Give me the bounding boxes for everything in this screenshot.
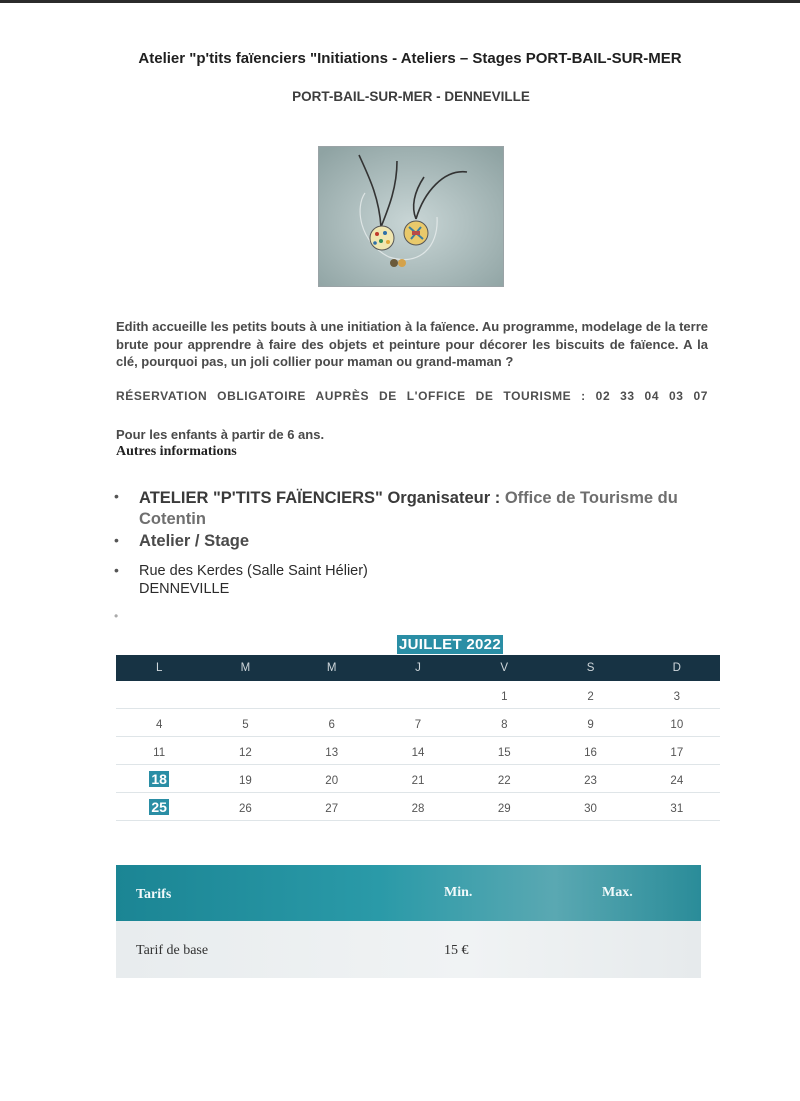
address-line-2: DENNEVILLE [139, 581, 230, 597]
calendar-day[interactable]: 14 [411, 747, 425, 759]
calendar-day[interactable] [116, 765, 202, 792]
calendar-day-highlight[interactable]: 18 [151, 771, 167, 787]
calendar-day[interactable]: 15 [497, 747, 511, 759]
calendar-day[interactable]: 27 [325, 803, 339, 815]
calendar-day[interactable]: 17 [670, 747, 684, 759]
activity-type: Atelier / Stage [139, 532, 250, 550]
calendar-day[interactable]: 12 [239, 747, 252, 759]
calendar-day[interactable]: 20 [325, 775, 339, 787]
price-header-max: Max. [602, 885, 633, 900]
weekday-label: J [415, 662, 421, 674]
calendar-day-highlight[interactable]: 25 [151, 799, 167, 815]
calendar-day[interactable]: 8 [501, 719, 508, 731]
calendar-empty-cell [202, 681, 288, 708]
calendar-day[interactable]: 22 [497, 775, 511, 787]
calendar-day[interactable] [116, 793, 202, 820]
price-table-header [116, 865, 701, 921]
bullet-dot: • [114, 562, 119, 578]
calendar-grid [116, 681, 720, 821]
bullet-dot: • [114, 532, 119, 548]
age-requirement: Pour les enfants à partir de 6 ans. [116, 427, 325, 442]
calendar-day[interactable]: 24 [670, 775, 684, 787]
calendar-day[interactable]: 2 [587, 691, 594, 703]
price-table [116, 865, 701, 978]
weekday-label: D [672, 662, 681, 674]
calendar-day[interactable]: 16 [584, 747, 597, 759]
calendar-month-title: JUILLET 2022 [399, 636, 501, 653]
calendar-week-row [116, 765, 720, 793]
organizer-name: Office de Tourisme du Cotentin [139, 489, 678, 528]
calendar-empty-cell [289, 681, 375, 708]
calendar-empty-cell [116, 681, 202, 708]
calendar-day[interactable]: 30 [584, 803, 597, 815]
calendar-day[interactable]: 19 [239, 775, 252, 787]
price-row-label: Tarif de base [136, 943, 209, 958]
calendar-week-row [116, 709, 720, 737]
weekday-label: M [240, 662, 251, 674]
ceramic-necklace-photo [318, 146, 504, 287]
weekday-label: L [155, 662, 163, 674]
more-info-heading: Autres informations [116, 444, 237, 459]
address-line-1: Rue des Kerdes (Salle Saint Hélier) [139, 563, 368, 579]
page-title: Atelier "p'tits faïenciers "Initiations - Ateliers – Stages PORT-BAIL-SUR-MER [138, 50, 682, 67]
calendar-day[interactable]: 10 [670, 719, 684, 731]
calendar-day[interactable]: 29 [497, 803, 511, 815]
weekday-label: S [586, 662, 595, 674]
calendar-day[interactable]: 9 [587, 719, 594, 731]
price-table-row [116, 921, 701, 978]
calendar-day[interactable]: 28 [411, 803, 425, 815]
activity-description: Edith accueille les petits bouts à une initiation à la faïence. Au programme, modelage de la terre brute pour apprendre à faire des objets et peinture pour décorer les biscuits de faïence. A la clé, pourquoi pas, un joli collier pour maman ou grand-maman ? [116, 319, 708, 369]
calendar-day[interactable]: 31 [670, 803, 684, 815]
price-row-min: 15 € [444, 943, 469, 958]
price-header-min: Min. [444, 885, 473, 900]
price-header-label: Tarifs [136, 887, 172, 902]
calendar-week-row [116, 793, 720, 821]
bullet-dot: • [114, 488, 119, 504]
calendar-week-row [116, 737, 720, 765]
calendar-empty-cell [375, 681, 461, 708]
calendar-day[interactable]: 26 [239, 803, 252, 815]
page-subtitle: PORT-BAIL-SUR-MER - DENNEVILLE [292, 89, 530, 104]
calendar-day[interactable]: 3 [673, 691, 681, 703]
atelier-name: ATELIER "P'TITS FAÏENCIERS" [139, 489, 383, 507]
calendar-weekday-header [116, 655, 720, 681]
reservation-notice: RÉSERVATION OBLIGATOIRE AUPRÈS DE L'OFFICE DE TOURISME : 02 33 04 03 07 [116, 389, 708, 403]
calendar [116, 655, 720, 821]
bullet-dot: • [114, 609, 119, 623]
calendar-day[interactable]: 7 [414, 719, 422, 731]
calendar-day[interactable]: 21 [411, 775, 425, 787]
weekday-label: V [500, 662, 509, 674]
weekday-label: M [326, 662, 337, 674]
calendar-day[interactable]: 6 [328, 719, 335, 731]
calendar-week-row [116, 681, 720, 709]
calendar-day[interactable]: 23 [584, 775, 597, 787]
top-border-line [0, 0, 800, 3]
calendar-day[interactable]: 13 [325, 747, 339, 759]
calendar-day[interactable]: 11 [153, 747, 166, 759]
calendar-day[interactable]: 1 [501, 691, 508, 703]
organizer-label: Organisateur : [382, 489, 505, 507]
calendar-day[interactable]: 5 [242, 719, 249, 731]
calendar-day[interactable]: 4 [155, 719, 163, 731]
